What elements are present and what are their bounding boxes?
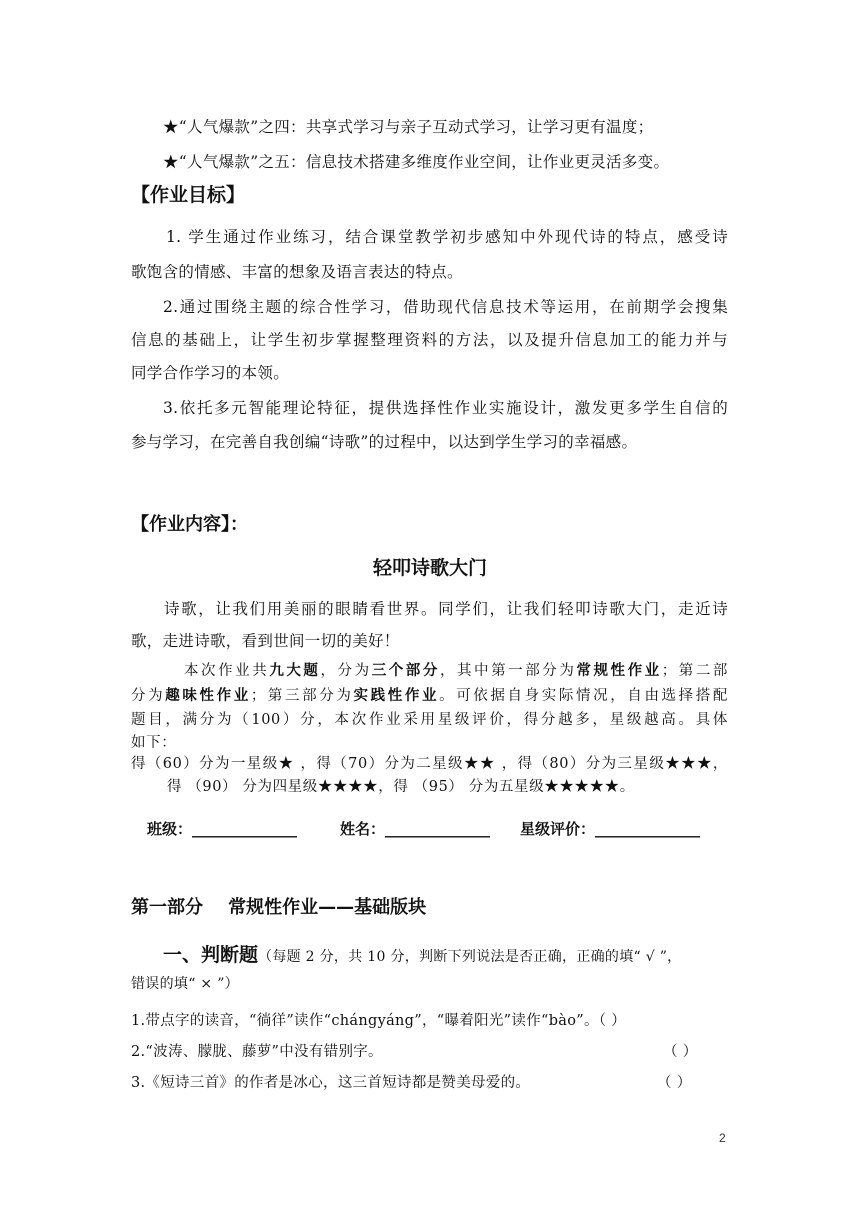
rating-label: 星级评价：: [520, 820, 596, 838]
goal-2-line-3: 同学合作学习的本领。: [131, 364, 290, 382]
goal-2-line-2: 信息的基础上，让学生初步掌握整理资料的方法，以及提升信息加工的能力并与: [131, 331, 728, 349]
desc-line-6: 得 （90） 分为四星级★★★★，得 （95） 分为五星级★★★★★。: [167, 779, 635, 795]
judge-item-1: 1.带点字的读音，“徜徉”读作“chángyáng”，“曝着阳光”读作“bào”。（ ）: [131, 1013, 627, 1029]
class-label: 班级：: [147, 820, 193, 838]
goal-3-line-2: 参与学习，在完善自我创编“诗歌”的过程中，以达到学生学习的幸福感。: [131, 433, 638, 451]
part1-heading: 第一部分 常规性作业——基础版块: [131, 897, 427, 918]
goal-1-line-1: 1. 学生通过作业练习，结合课堂教学初步感知中外现代诗的特点，感受诗: [166, 228, 728, 246]
answer-paren-3[interactable]: （ ）: [657, 1075, 692, 1091]
name-blank[interactable]: ______________: [385, 820, 491, 838]
answer-paren-1[interactable]: （ ）: [598, 1013, 627, 1029]
class-blank[interactable]: ______________: [192, 820, 298, 838]
content-heading: 【作业内容】：: [131, 514, 248, 535]
feature-line-5: ★“人气爆款”之五：信息技术搭建多维度作业空间，让作业更灵活多变。: [163, 153, 670, 171]
rating-blank[interactable]: ______________: [595, 820, 701, 838]
question-1-note-2: 错误的填“ × ”）: [131, 976, 239, 992]
page-number: 2: [719, 1131, 726, 1145]
question-1-note: （每题 2 分，共 10 分，判断下列说法是否正确，正确的填“ √ ”，: [258, 949, 682, 965]
question-1-header: [163, 940, 681, 967]
goal-2-line-1: 2.通过围绕主题的综合性学习，借助现代信息技术等运用，在前期学会搜集: [163, 298, 728, 316]
desc-line-2: 分为趣味性作业；第三部分为实践性作业。可依据自身实际情况，自由选择搭配: [131, 687, 729, 704]
feature-line-4: ★“人气爆款”之四：共享式学习与亲子互动式学习，让学习更有温度；: [163, 118, 654, 136]
rating-field[interactable]: [520, 818, 700, 839]
name-label: 姓名：: [340, 820, 386, 838]
name-field[interactable]: [340, 818, 490, 839]
desc-line-4: 如下：: [131, 735, 177, 751]
goals-heading: 【作业目标】: [131, 184, 246, 206]
goal-1-line-2: 歌饱含的情感、丰富的想象及语言表达的特点。: [131, 263, 463, 281]
class-field[interactable]: [147, 818, 297, 839]
judge-item-2: 2.“波涛、朦胧、藤萝”中没有错别字。: [131, 1044, 383, 1060]
desc-line-1: 本次作业共九大题，分为三个部分，其中第一部分为常规性作业；第二部: [184, 662, 729, 679]
content-title: 轻叩诗歌大门: [372, 557, 487, 579]
answer-paren-2[interactable]: （ ）: [663, 1044, 698, 1060]
goal-3-line-1: 3.依托多元智能理论特征，提供选择性作业实施设计，激发更多学生自信的: [163, 399, 728, 417]
intro-line-2: 歌，走进诗歌，看到世间一切的美好！: [131, 632, 400, 650]
desc-line-5: 得（60）分为一星级★ ，得（70）分为二星级★★ ，得（80）分为三星级★★★，: [131, 756, 728, 772]
intro-line-1: 诗歌，让我们用美丽的眼睛看世界。同学们，让我们轻叩诗歌大门，走近诗: [164, 600, 728, 618]
desc-line-3: 题目，满分为（100）分，本次作业采用星级评价，得分越多，星级越高。具体: [131, 712, 728, 728]
question-1-title: 一、判断题: [163, 944, 259, 966]
judge-item-3: 3.《短诗三首》的作者是冰心，这三首短诗都是赞美母爱的。: [131, 1075, 531, 1091]
